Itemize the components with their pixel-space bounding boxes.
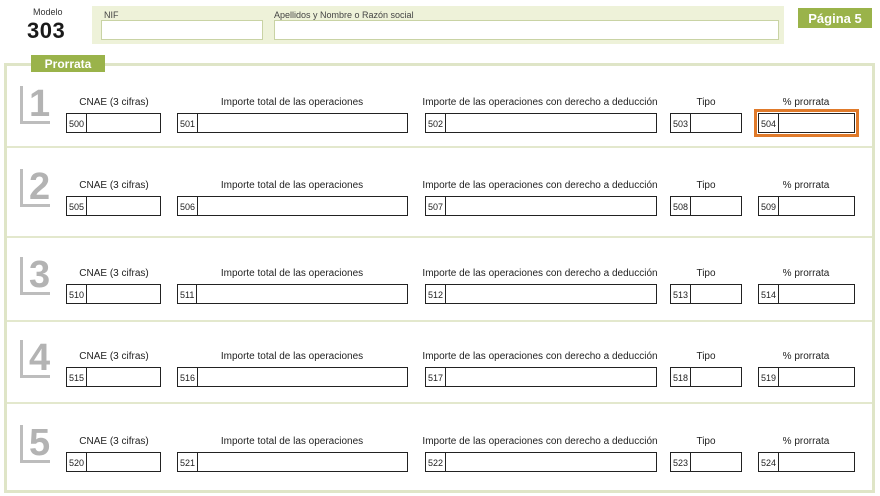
importe-deduccion-field[interactable] (425, 367, 657, 387)
box-code: 511 (178, 285, 197, 303)
prorrata-label: % prorrata (782, 268, 830, 279)
prorrata-field[interactable] (758, 452, 855, 472)
row-separator (7, 236, 872, 238)
name-field[interactable] (274, 20, 779, 40)
box-code: 508 (671, 197, 691, 215)
box-code: 518 (671, 368, 691, 386)
box-code: 522 (426, 453, 446, 471)
box-code: 510 (67, 285, 87, 303)
box-code: 501 (178, 114, 198, 132)
tipo-field[interactable] (670, 113, 742, 133)
tipo-field[interactable] (670, 367, 742, 387)
cnae-field[interactable] (66, 367, 161, 387)
row-number: 5 (20, 425, 50, 463)
row-number: 1 (20, 86, 50, 124)
box-code: 513 (671, 285, 691, 303)
box-code: 516 (178, 368, 198, 386)
cnae-field[interactable] (66, 113, 161, 133)
cnae-field[interactable] (66, 196, 161, 216)
box-code: 515 (67, 368, 87, 386)
section-title: Prorrata (31, 55, 105, 72)
box-code: 503 (671, 114, 691, 132)
prorrata-label: % prorrata (782, 97, 830, 108)
box-code: 506 (178, 197, 198, 215)
box-code: 517 (426, 368, 446, 386)
box-code: 505 (67, 197, 87, 215)
box-code: 520 (67, 453, 87, 471)
importe-total-field[interactable] (177, 367, 408, 387)
box-code: 519 (759, 368, 779, 386)
importe-deduccion-field[interactable] (425, 452, 657, 472)
tipo-field[interactable] (670, 452, 742, 472)
modelo-label: Modelo (33, 7, 63, 17)
importe-total-label: Importe total de las operaciones (220, 180, 364, 191)
box-code: 521 (178, 453, 198, 471)
row-number: 2 (20, 169, 50, 207)
box-code: 512 (426, 285, 446, 303)
box-code: 509 (759, 197, 779, 215)
tipo-label: Tipo (696, 180, 716, 191)
importe-deduccion-field[interactable] (425, 284, 657, 304)
box-code: 507 (426, 197, 446, 215)
importe-total-label: Importe total de las operaciones (220, 268, 364, 279)
row-number: 4 (20, 340, 50, 378)
cnae-field[interactable] (66, 452, 161, 472)
box-code: 524 (759, 453, 779, 471)
modelo-number: 303 (27, 18, 66, 43)
importe-deduccion-label: Importe de las operaciones con derecho a deducción (422, 268, 658, 279)
importe-deduccion-field[interactable] (425, 196, 657, 216)
name-label: Apellidos y Nombre o Razón social (274, 10, 414, 20)
tipo-field[interactable] (670, 196, 742, 216)
importe-total-field[interactable] (177, 113, 408, 133)
importe-total-label: Importe total de las operaciones (220, 436, 364, 447)
box-code: 504 (759, 114, 779, 132)
prorrata-label: % prorrata (782, 351, 830, 362)
cnae-label: CNAE (3 cifras) (79, 97, 149, 108)
row-separator (7, 146, 872, 148)
tipo-label: Tipo (696, 351, 716, 362)
row-separator (7, 402, 872, 404)
importe-total-field[interactable] (177, 196, 408, 216)
box-code: 514 (759, 285, 779, 303)
prorrata-label: % prorrata (782, 180, 830, 191)
importe-deduccion-label: Importe de las operaciones con derecho a deducción (422, 180, 658, 191)
importe-deduccion-label: Importe de las operaciones con derecho a deducción (422, 97, 658, 108)
prorrata-field[interactable] (758, 284, 855, 304)
importe-total-label: Importe total de las operaciones (220, 97, 364, 108)
tipo-label: Tipo (696, 436, 716, 447)
importe-deduccion-label: Importe de las operaciones con derecho a deducción (422, 436, 658, 447)
tipo-field[interactable] (670, 284, 742, 304)
row-separator (7, 320, 872, 322)
prorrata-field[interactable] (758, 113, 855, 133)
nif-field[interactable] (101, 20, 263, 40)
box-code: 500 (67, 114, 87, 132)
importe-total-label: Importe total de las operaciones (220, 351, 364, 362)
prorrata-field[interactable] (758, 196, 855, 216)
tipo-label: Tipo (696, 268, 716, 279)
prorrata-field[interactable] (758, 367, 855, 387)
importe-deduccion-label: Importe de las operaciones con derecho a deducción (422, 351, 658, 362)
tipo-label: Tipo (696, 97, 716, 108)
page-badge: Página 5 (798, 8, 872, 28)
box-code: 502 (426, 114, 446, 132)
cnae-field[interactable] (66, 284, 161, 304)
cnae-label: CNAE (3 cifras) (79, 351, 149, 362)
box-code: 523 (671, 453, 691, 471)
cnae-label: CNAE (3 cifras) (79, 180, 149, 191)
prorrata-label: % prorrata (782, 436, 830, 447)
cnae-label: CNAE (3 cifras) (79, 436, 149, 447)
cnae-label: CNAE (3 cifras) (79, 268, 149, 279)
row-number: 3 (20, 257, 50, 295)
importe-total-field[interactable] (177, 284, 408, 304)
importe-total-field[interactable] (177, 452, 408, 472)
nif-label: NIF (104, 10, 119, 20)
importe-deduccion-field[interactable] (425, 113, 657, 133)
